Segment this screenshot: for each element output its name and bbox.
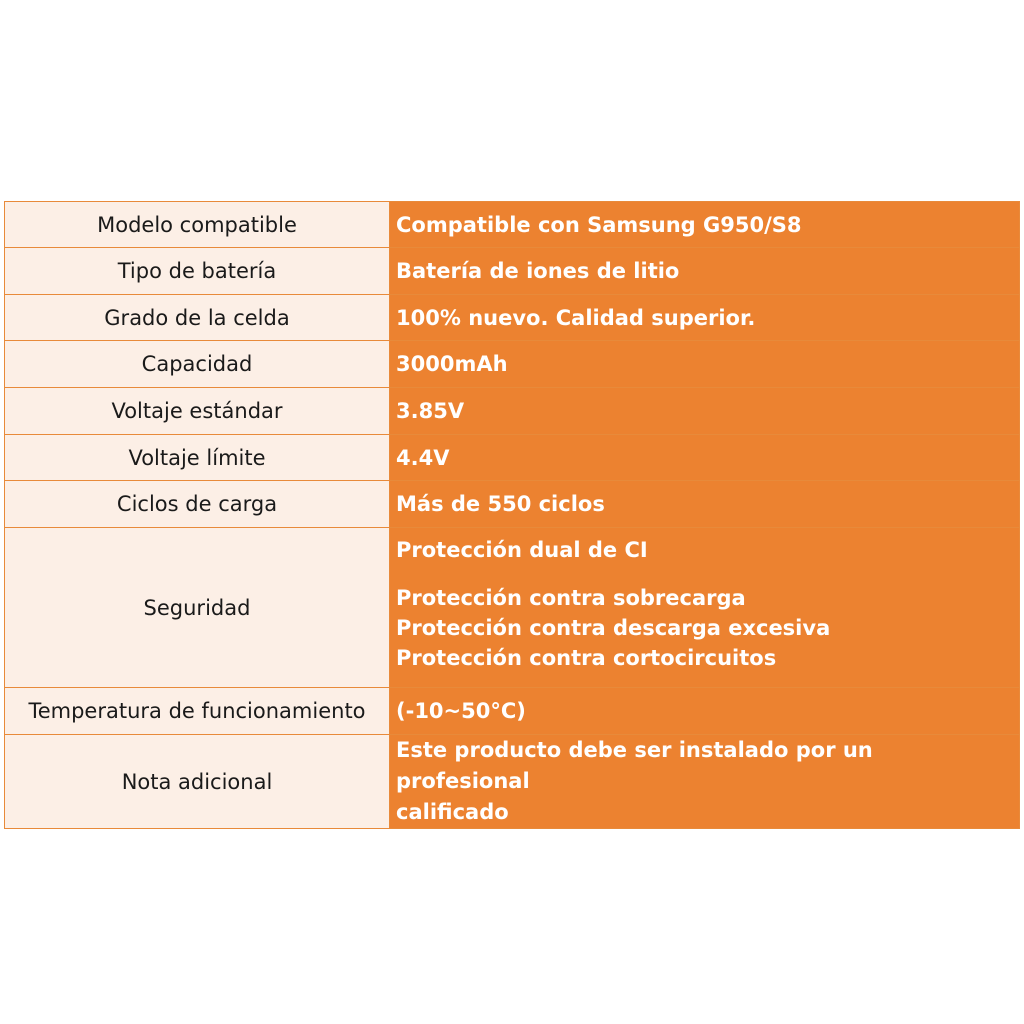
table-row	[5, 435, 1020, 481]
row-label: Voltaje estándar	[5, 388, 390, 435]
table-row	[5, 341, 1020, 388]
nota-line: Este producto debe ser instalado por un profesional	[396, 738, 873, 793]
table-row	[5, 481, 1020, 528]
row-value: 4.4V	[390, 435, 1020, 481]
row-label: Tipo de batería	[5, 248, 390, 295]
table-row	[5, 388, 1020, 435]
seguridad-line: Protección contra sobrecarga	[396, 586, 746, 610]
row-value: Compatible con Samsung G950/S8	[390, 202, 1020, 248]
row-value: Batería de iones de litio	[390, 248, 1020, 295]
nota-value	[390, 735, 1020, 829]
line-spacer	[396, 565, 1013, 583]
seguridad-line: Protección contra descarga excesiva	[396, 616, 831, 640]
seguridad-label: Seguridad	[5, 528, 390, 688]
row-label: Voltaje límite	[5, 435, 390, 481]
spec-table	[4, 201, 1020, 829]
table-row	[5, 202, 1020, 248]
row-label: Grado de la celda	[5, 295, 390, 341]
table-row-nota	[5, 735, 1020, 829]
nota-line: calificado	[396, 800, 509, 824]
seguridad-line: Protección contra cortocircuitos	[396, 646, 777, 670]
row-value: Más de 550 ciclos	[390, 481, 1020, 528]
seguridad-value	[390, 528, 1020, 688]
table-row-temperatura	[5, 688, 1020, 735]
row-label: Modelo compatible	[5, 202, 390, 248]
nota-label: Nota adicional	[5, 735, 390, 829]
row-label: Capacidad	[5, 341, 390, 388]
row-label: Ciclos de carga	[5, 481, 390, 528]
temperatura-label: Temperatura de funcionamiento	[5, 688, 390, 735]
table-row	[5, 248, 1020, 295]
seguridad-line: Protección dual de CI	[396, 538, 648, 562]
row-value: 100% nuevo. Calidad superior.	[390, 295, 1020, 341]
temperatura-value: (-10~50°C)	[390, 688, 1020, 735]
row-value: 3000mAh	[390, 341, 1020, 388]
row-value: 3.85V	[390, 388, 1020, 435]
table-row	[5, 295, 1020, 341]
table-row-seguridad	[5, 528, 1020, 688]
